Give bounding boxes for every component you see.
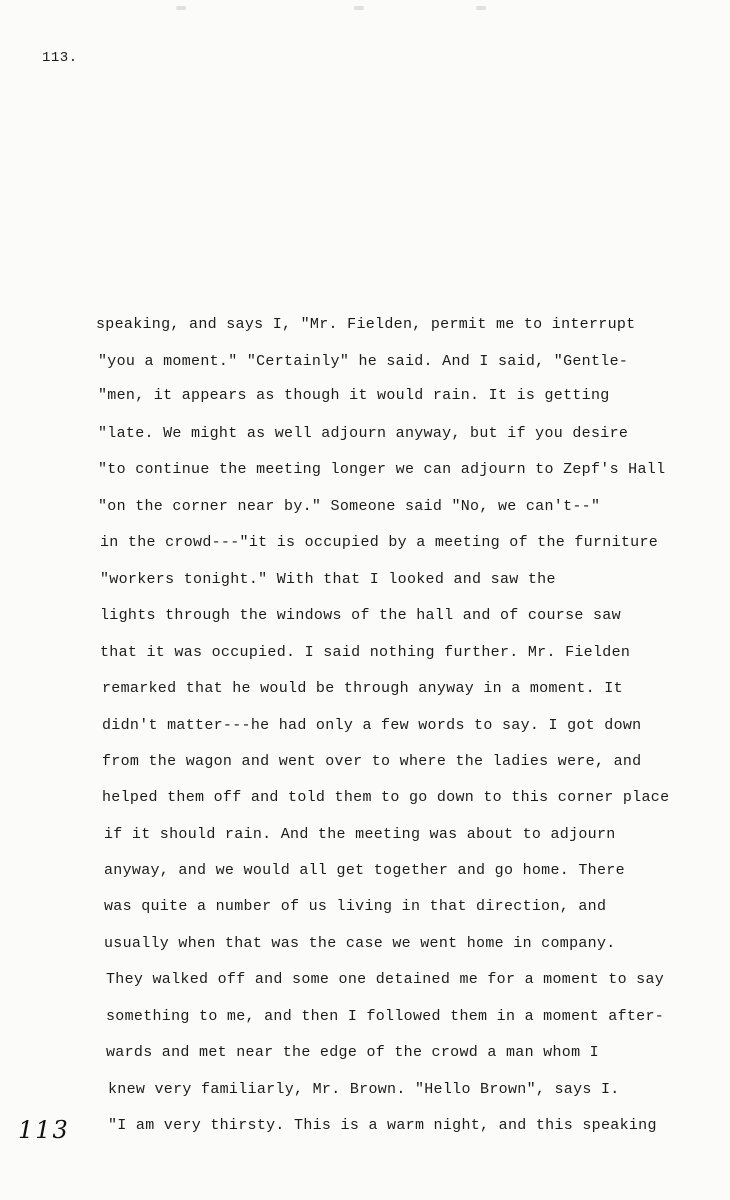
text-line: speaking, and says I, "Mr. Fielden, permit me to interrupt [96, 316, 636, 333]
text-line: helped them off and told them to go down to this corner place [102, 789, 670, 806]
text-line: lights through the windows of the hall and of course saw [100, 607, 621, 624]
text-line: usually when that was the case we went home in company. [104, 935, 616, 952]
text-line: from the wagon and went over to where the ladies were, and [102, 753, 642, 770]
text-line: "to continue the meeting longer we can adjourn to Zepf's Hall [98, 461, 666, 478]
text-line: remarked that he would be through anyway in a moment. It [102, 680, 623, 697]
text-line: anyway, and we would all get together and go home. There [104, 862, 625, 879]
text-line: that it was occupied. I said nothing further. Mr. Fielden [100, 644, 631, 661]
text-line: knew very familiarly, Mr. Brown. "Hello Brown", says I. [108, 1081, 620, 1098]
text-line: "you a moment." "Certainly" he said. And I said, "Gentle- [98, 353, 629, 370]
text-line: something to me, and then I followed them in a moment after- [106, 1008, 665, 1025]
text-line: "workers tonight." With that I looked and saw the [100, 571, 556, 588]
text-line: in the crowd---"it is occupied by a meeting of the furniture [100, 534, 659, 551]
text-line: "I am very thirsty. This is a warm night, and this speaking [108, 1117, 657, 1134]
text-line: "late. We might as well adjourn anyway, but if you desire [98, 425, 629, 442]
page-number: 113. [42, 50, 78, 66]
text-line: if it should rain. And the meeting was about to adjourn [104, 826, 616, 843]
text-line: "men, it appears as though it would rain. It is getting [98, 387, 610, 404]
text-line: was quite a number of us living in that direction, and [104, 898, 607, 915]
text-line: wards and met near the edge of the crowd a man whom I [106, 1044, 599, 1061]
text-line: didn't matter---he had only a few words to say. I got down [102, 717, 642, 734]
handwritten-page-number: 113 [18, 1116, 70, 1144]
text-line: They walked off and some one detained me for a moment to say [106, 971, 665, 988]
text-line: "on the corner near by." Someone said "No, we can't--" [98, 498, 601, 515]
